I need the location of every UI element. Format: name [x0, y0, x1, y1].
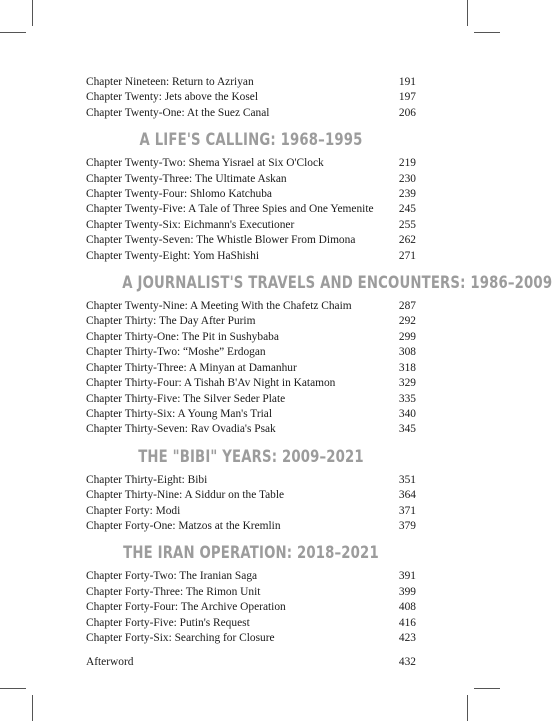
entry-page: 335: [398, 392, 416, 405]
entry-page: 399: [398, 585, 416, 598]
entry-page: 340: [398, 407, 416, 420]
entry-title: Chapter Thirty-Two: “Moshe” Erdogan: [86, 346, 266, 359]
toc-group: [86, 447, 416, 535]
toc-entry[interactable]: [86, 202, 416, 217]
entry-title: Chapter Forty-Six: Searching for Closure: [86, 631, 275, 644]
section-heading: THE "BIBI" YEARS: 2009–2021: [138, 446, 364, 467]
entry-title: Chapter Thirty-Three: A Minyan at Damanhur: [86, 361, 297, 374]
toc-entry[interactable]: [86, 249, 416, 264]
toc-entry-afterword[interactable]: [86, 655, 416, 670]
entry-title: Chapter Twenty-Five: A Tale of Three Spies and One Yemenite: [86, 203, 374, 216]
crop-mark-left-bottom: [0, 688, 26, 689]
toc-entry[interactable]: [86, 90, 416, 105]
crop-mark-right-top: [474, 32, 500, 33]
section-heading: A LIFE'S CALLING: 1968–1995: [139, 130, 363, 151]
toc-entry[interactable]: [86, 233, 416, 248]
toc-entry[interactable]: [86, 519, 416, 534]
toc-entry[interactable]: [86, 75, 416, 90]
entry-title: Chapter Thirty-Seven: Rav Ovadia's Psak: [86, 423, 276, 436]
toc-entry[interactable]: [86, 407, 416, 422]
entry-title: Chapter Twenty: Jets above the Kosel: [86, 91, 259, 104]
entry-title: Chapter Thirty: The Day After Purim: [86, 315, 256, 328]
entry-page: 423: [398, 631, 416, 644]
entry-title: Chapter Twenty-Four: Shlomo Katchuba: [86, 188, 272, 201]
entry-title: Afterword: [86, 656, 134, 669]
entry-page: 292: [398, 315, 416, 328]
entry-title: Chapter Twenty-Three: The Ultimate Askan: [86, 172, 287, 185]
entry-page: 287: [398, 300, 416, 313]
toc-entry[interactable]: [86, 392, 416, 407]
entry-page: 206: [398, 106, 416, 119]
toc-entry[interactable]: [86, 218, 416, 233]
entry-title: Chapter Thirty-One: The Pit in Sushybaba: [86, 330, 279, 343]
entry-page: 219: [398, 157, 416, 170]
entry-title: Chapter Forty-Three: The Rimon Unit: [86, 585, 261, 598]
entry-title: Chapter Thirty-Six: A Young Man's Trial: [86, 407, 273, 420]
entry-title: Chapter Twenty-Eight: Yom HaShishi: [86, 249, 260, 262]
crop-mark-top-right: [467, 0, 468, 26]
entry-page: 255: [398, 218, 416, 231]
entry-page: 432: [398, 656, 416, 669]
toc-entry[interactable]: [86, 345, 416, 360]
crop-mark-bottom-left: [32, 695, 33, 721]
entry-title: Chapter Twenty-Nine: A Meeting With the Chafetz Chaim: [86, 300, 352, 313]
entry-title: Chapter Forty-Five: Putin's Request: [86, 616, 250, 629]
entry-title: Chapter Twenty-Two: Shema Yisrael at Six O'Clock: [86, 157, 324, 170]
entry-title: Chapter Forty-One: Matzos at the Kremlin: [86, 519, 281, 532]
entry-title: Chapter Forty: Modi: [86, 504, 181, 517]
entry-page: 371: [398, 504, 416, 517]
entry-page: 318: [398, 361, 416, 374]
entry-page: 308: [398, 346, 416, 359]
entry-title: Chapter Twenty-One: At the Suez Canal: [86, 106, 270, 119]
toc-entry[interactable]: [86, 361, 416, 376]
entry-title: Chapter Twenty-Seven: The Whistle Blower From Dimona: [86, 234, 356, 247]
toc-entry[interactable]: [86, 299, 416, 314]
table-of-contents: [86, 75, 552, 671]
toc-entry[interactable]: [86, 585, 416, 600]
entry-page: 416: [398, 616, 416, 629]
entry-title: Chapter Thirty-Nine: A Siddur on the Table: [86, 489, 285, 502]
toc-entry[interactable]: [86, 488, 416, 503]
entry-title: Chapter Thirty-Eight: Bibi: [86, 473, 208, 486]
toc-entry[interactable]: [86, 156, 416, 171]
toc-entry[interactable]: [86, 504, 416, 519]
entry-page: 379: [398, 519, 416, 532]
entry-title: Chapter Nineteen: Return to Azriyan: [86, 76, 254, 88]
toc-group: [86, 130, 416, 264]
toc-group: [86, 75, 416, 121]
crop-mark-right-bottom: [474, 688, 500, 689]
section-heading: A JOURNALIST'S TRAVELS AND ENCOUNTERS: 1986–2009: [122, 273, 552, 294]
toc-entry[interactable]: [86, 616, 416, 631]
toc-entry[interactable]: [86, 422, 416, 437]
toc-entry[interactable]: [86, 631, 416, 646]
section-heading: THE IRAN OPERATION: 2018–2021: [123, 543, 379, 564]
entry-page: 329: [398, 377, 416, 390]
entry-page: 245: [398, 203, 416, 216]
entry-page: 191: [398, 76, 416, 88]
entry-title: Chapter Forty-Two: The Iranian Saga: [86, 570, 258, 583]
toc-entry[interactable]: [86, 106, 416, 121]
entry-page: 364: [398, 489, 416, 502]
toc-entry[interactable]: [86, 172, 416, 187]
entry-title: Chapter Twenty-Six: Eichmann's Executioner: [86, 218, 295, 231]
entry-page: 345: [398, 423, 416, 436]
entry-title: Chapter Thirty-Four: A Tishah B'Av Night in Katamon: [86, 377, 336, 390]
toc-group: [86, 273, 552, 438]
toc-entry[interactable]: [86, 569, 416, 584]
toc-entry[interactable]: [86, 330, 416, 345]
entry-title: Chapter Thirty-Five: The Silver Seder Plate: [86, 392, 286, 405]
entry-page: 271: [398, 249, 416, 262]
entry-page: 391: [398, 570, 416, 583]
entry-title: Chapter Forty-Four: The Archive Operation: [86, 601, 286, 614]
entry-page: 351: [398, 473, 416, 486]
toc-entry[interactable]: [86, 600, 416, 615]
toc-entry[interactable]: [86, 187, 416, 202]
entry-page: 239: [398, 188, 416, 201]
toc-entry[interactable]: [86, 314, 416, 329]
entry-page: 197: [398, 91, 416, 104]
toc-entry[interactable]: [86, 473, 416, 488]
crop-mark-bottom-right: [467, 695, 468, 721]
crop-mark-left-top: [0, 32, 26, 33]
toc-group: [86, 543, 416, 646]
entry-page: 408: [398, 601, 416, 614]
toc-entry[interactable]: [86, 376, 416, 391]
crop-mark-top-left: [32, 0, 33, 26]
entry-page: 299: [398, 330, 416, 343]
entry-page: 230: [398, 172, 416, 185]
entry-page: 262: [398, 234, 416, 247]
